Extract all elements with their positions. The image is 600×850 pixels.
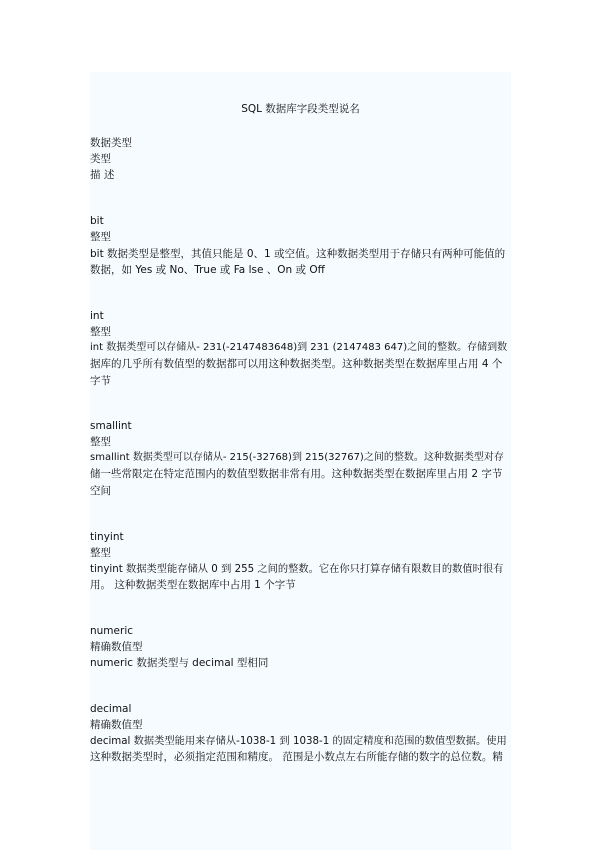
entry-description-line: 这种数据类型时，必须指定范围和精度。 范围是小数点左右所能存储的数字的总位数。精 [90, 751, 503, 763]
entry-name: int [90, 310, 104, 322]
entry-category: 整型 [90, 231, 111, 243]
entry-category: 精确数值型 [90, 641, 143, 653]
entry-description-line: decimal 数据类型能用来存储从-1038-1 到 1038-1 的固定精度和范围的数值型数据。使用 [90, 735, 507, 747]
entry-name: numeric [90, 625, 134, 637]
header-col-data-type: 数据类型 [90, 137, 132, 149]
entry-description-line: 空间 [90, 485, 111, 497]
entry-category: 整型 [90, 326, 111, 338]
entry-description-line: tinyint 数据类型能存储从 0 到 255 之间的整数。它在你只打算存储有限数目的数值时很有 [90, 563, 504, 575]
entry-description-line: 用。 这种数据类型在数据库中占用 1 个字节 [90, 579, 296, 591]
entry-description-line: 储一些常限定在特定范围内的数值型数据非常有用。这种数据类型在数据库里占用 2 字节 [90, 468, 503, 480]
document-page [90, 72, 511, 850]
entry-description-line: 字节 [90, 375, 111, 387]
entry-name: bit [90, 215, 104, 227]
entry-description-line: smallint 数据类型可以存储从- 215(-32768)到 215(32767)之间的整数。这种数据类型对存 [90, 452, 504, 463]
entry-name: decimal [90, 703, 132, 715]
document-title: SQL 数据库字段类型说名 [241, 103, 360, 115]
header-col-type: 类型 [90, 153, 111, 165]
entry-description-line: 数据，如 Yes 或 No、True 或 Fa lse 、On 或 Off [90, 264, 325, 276]
entry-description-line: int 数据类型可以存储从- 231(-2147483648)到 231 (2147483 647)之间的整数。存储到数 [90, 342, 508, 353]
entry-category: 精确数值型 [90, 719, 143, 731]
entry-name: smallint [90, 420, 132, 432]
entry-category: 整型 [90, 436, 111, 448]
entry-description-line: numeric 数据类型与 decimal 型相同 [90, 657, 269, 669]
entry-description-line: 据库的几乎所有数值型的数据都可以用这种数据类型。这种数据类型在数据库里占用 4 个 [90, 358, 503, 370]
header-col-description: 描 述 [90, 169, 115, 181]
entry-name: tinyint [90, 531, 124, 543]
entry-description-line: bit 数据类型是整型，其值只能是 0、1 或空值。这种数据类型用于存储只有两种可能值的 [90, 248, 506, 260]
entry-category: 整型 [90, 547, 111, 559]
